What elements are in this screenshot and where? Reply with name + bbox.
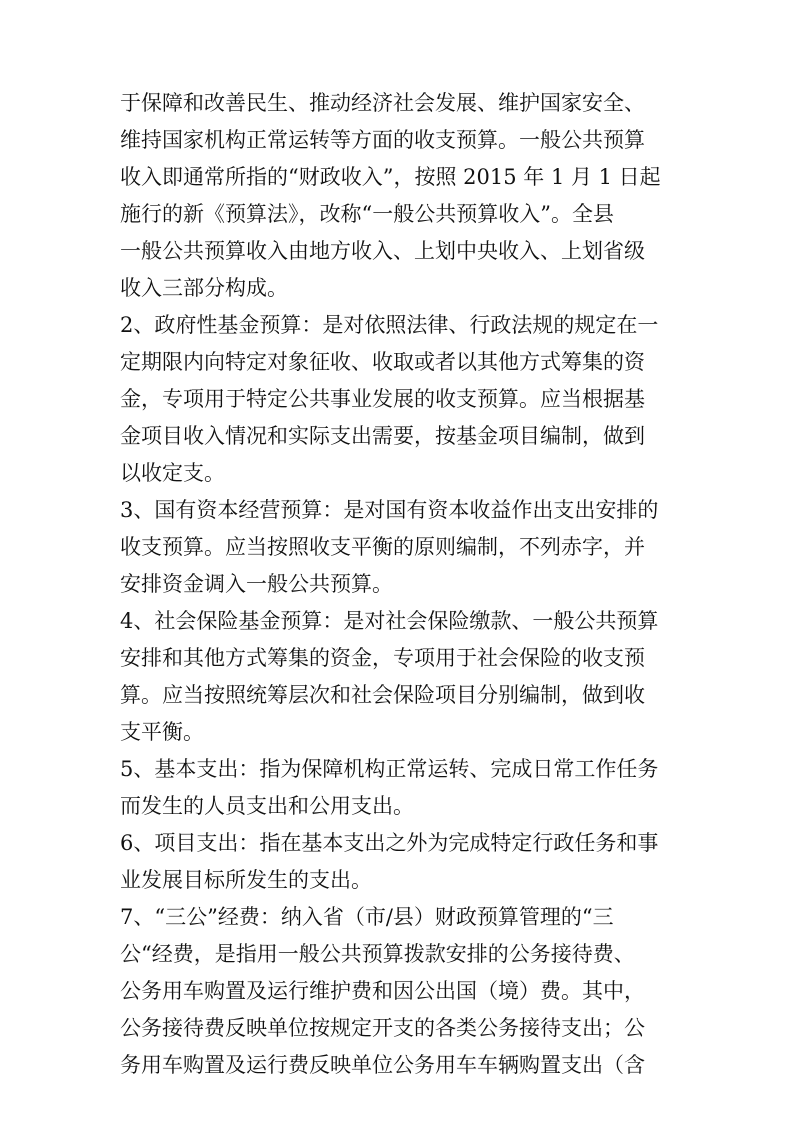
text-line: 施行的新《预算法》，改称“一般公共预算收入”。全县 bbox=[120, 202, 614, 226]
text-line: 定期限内向特定对象征收、收取或者以其他方式筹集的资 bbox=[120, 350, 645, 374]
text-line: 金，专项用于特定公共事业发展的收支预算。应当根据基 bbox=[120, 387, 645, 411]
text-line: 收入三部分构成。 bbox=[120, 276, 288, 300]
text-line: 支平衡。 bbox=[120, 720, 204, 744]
text-line: 务用车购置及运行费反映单位公务用车车辆购置支出（含 bbox=[120, 1053, 645, 1077]
text-line: 3、国有资本经营预算：是对国有资本收益作出支出安排的 bbox=[120, 498, 659, 522]
text-line: 维持国家机构正常运转等方面的收支预算。一般公共预算 bbox=[120, 128, 645, 152]
text-line: 公务用车购置及运行维护费和因公出国（境）费。其中， bbox=[120, 979, 645, 1003]
text-line: 6、项目支出：指在基本支出之外为完成特定行政任务和事 bbox=[120, 831, 659, 855]
text-line: 4、社会保险基金预算：是对社会保险缴款、一般公共预算 bbox=[120, 609, 659, 633]
text-line: 金项目收入情况和实际支出需要，按基金项目编制，做到 bbox=[120, 424, 645, 448]
text-line: 收支预算。应当按照收支平衡的原则编制，不列赤字，并 bbox=[120, 535, 645, 559]
text-line: 收入即通常所指的“财政收入”，按照 2015 年 1 月 1 日起 bbox=[120, 165, 661, 189]
text-line: 5、基本支出：指为保障机构正常运转、完成日常工作任务 bbox=[120, 757, 659, 781]
text-line: 安排资金调入一般公共预算。 bbox=[120, 572, 393, 596]
text-line: 公“经费，是指用一般公共预算拨款安排的公务接待费、 bbox=[120, 942, 635, 966]
text-line: 一般公共预算收入由地方收入、上划中央收入、上划省级 bbox=[120, 239, 645, 263]
text-line: 公务接待费反映单位按规定开支的各类公务接待支出；公 bbox=[120, 1016, 645, 1040]
text-line: 7、“三公”经费：纳入省（市/县）财政预算管理的“三 bbox=[120, 905, 614, 929]
text-line: 算。应当按照统筹层次和社会保险项目分别编制，做到收 bbox=[120, 683, 645, 707]
text-line: 业发展目标所发生的支出。 bbox=[120, 868, 372, 892]
text-line: 于保障和改善民生、推动经济社会发展、维护国家安全、 bbox=[120, 91, 645, 115]
text-line: 以收定支。 bbox=[120, 461, 225, 485]
text-line: 而发生的人员支出和公用支出。 bbox=[120, 794, 414, 818]
text-line: 安排和其他方式筹集的资金，专项用于社会保险的收支预 bbox=[120, 646, 645, 670]
text-line: 2、政府性基金预算：是对依照法律、行政法规的规定在一 bbox=[120, 313, 659, 337]
